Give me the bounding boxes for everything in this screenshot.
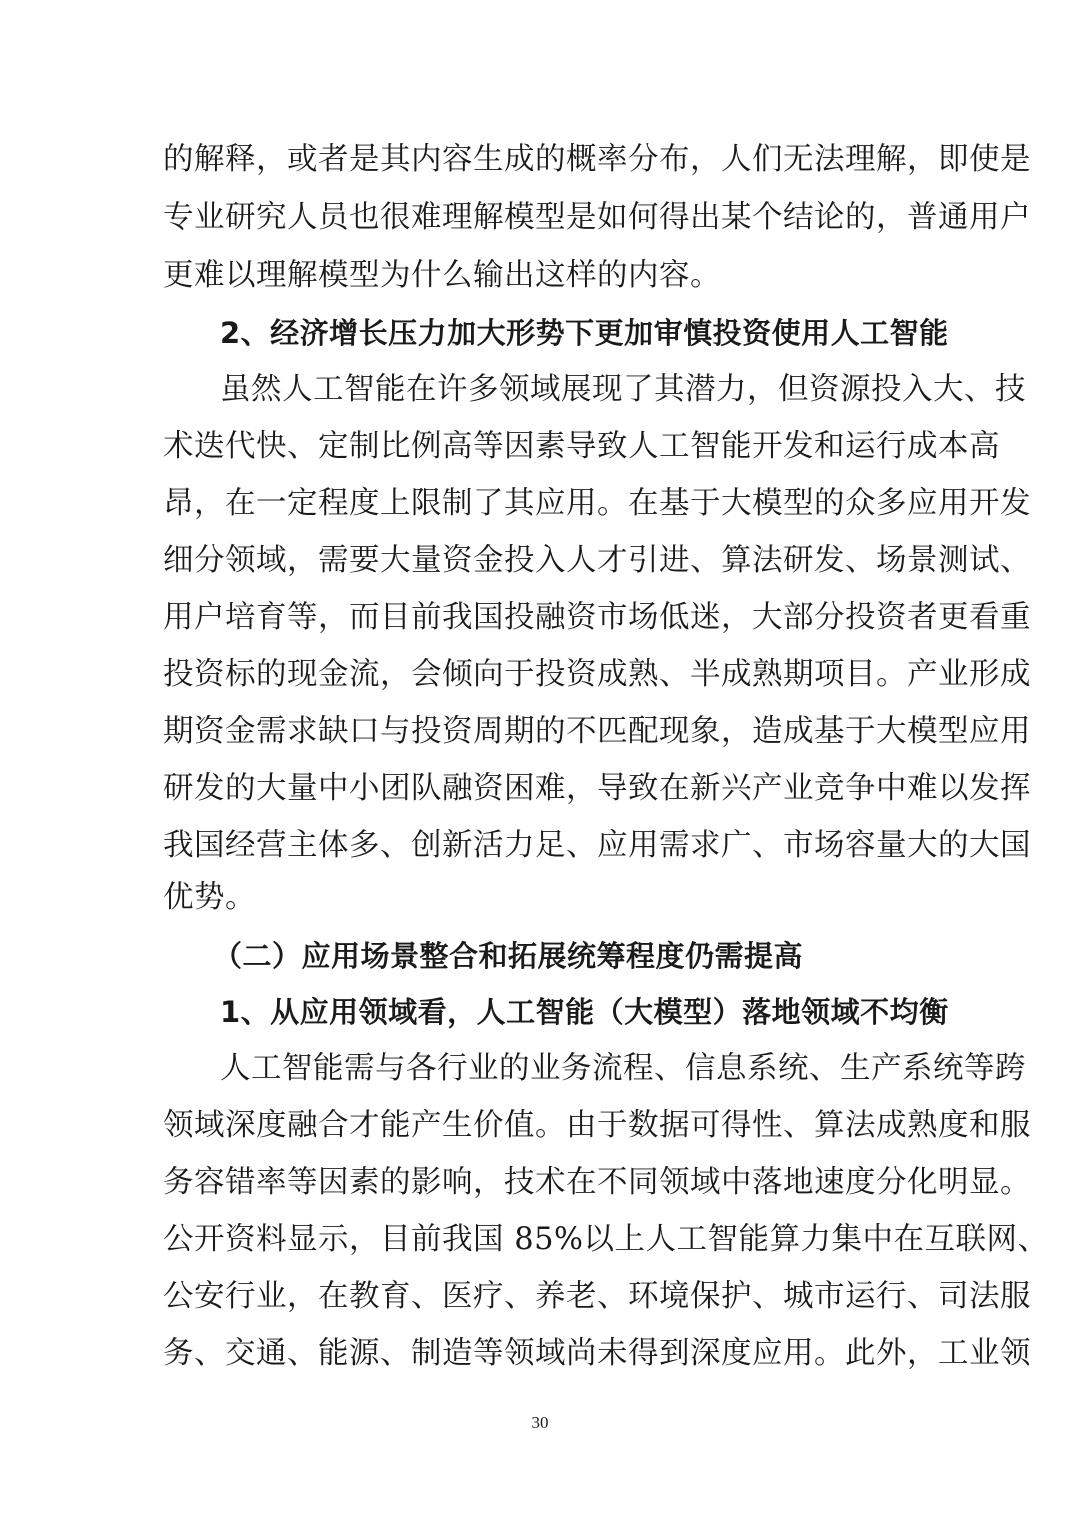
body-text-line: 公安行业，在教育、医疗、养老、环境保护、城市运行、司法服 (163, 1279, 1031, 1314)
body-text-line: 细分领域，需要大量资金投入人才引进、算法研发、场景测试、 (163, 543, 1031, 578)
body-text-line: 虽然人工智能在许多领域展现了其潜力，但资源投入大、技 (220, 372, 1026, 407)
body-text-line: 务容错率等因素的影响，技术在不同领域中落地速度分化明显。 (163, 1165, 1031, 1200)
body-text-line: 专业研究人员也很难理解模型是如何得出某个结论的，普通用户 (163, 200, 1031, 235)
section-heading: 2、经济增长压力加大形势下更加审慎投资使用人工智能 (220, 316, 949, 350)
section-heading: 1、从应用领域看，人工智能（大模型）落地领域不均衡 (220, 995, 949, 1029)
body-text-line: 期资金需求缺口与投资周期的不匹配现象，造成基于大模型应用 (163, 714, 1031, 749)
body-text-line: 领域深度融合才能产生价值。由于数据可得性、算法成熟度和服 (163, 1108, 1031, 1143)
body-text-line: 用户培育等，而目前我国投融资市场低迷，大部分投资者更看重 (163, 600, 1031, 635)
body-text-line: 投资标的现金流，会倾向于投资成熟、半成熟期项目。产业形成 (163, 657, 1031, 692)
body-text-line: 昂，在一定程度上限制了其应用。在基于大模型的众多应用开发 (163, 486, 1031, 521)
body-text-line: 公开资料显示，目前我国 85%以上人工智能算力集中在互联网、 (163, 1222, 1049, 1257)
body-text-line: 的解释，或者是其内容生成的概率分布，人们无法理解，即使是 (163, 142, 1031, 177)
page-number: 30 (531, 1413, 549, 1432)
chapter-subheading: （二）应用场景整合和拓展统筹程度仍需提高 (213, 939, 804, 973)
body-text-line: 我国经营主体多、创新活力足、应用需求广、市场容量大的大国 (163, 828, 1031, 863)
body-text-line: 优势。 (163, 880, 256, 915)
body-text-line: 术迭代快、定制比例高等因素导致人工智能开发和运行成本高 (163, 429, 1000, 464)
body-text-line: 人工智能需与各行业的业务流程、信息系统、生产系统等跨 (220, 1051, 1026, 1086)
body-text-line: 更难以理解模型为什么输出这样的内容。 (163, 258, 721, 293)
body-text-line: 务、交通、能源、制造等领域尚未得到深度应用。此外，工业领 (163, 1336, 1031, 1371)
body-text-line: 研发的大量中小团队融资困难，导致在新兴产业竞争中难以发挥 (163, 771, 1031, 806)
